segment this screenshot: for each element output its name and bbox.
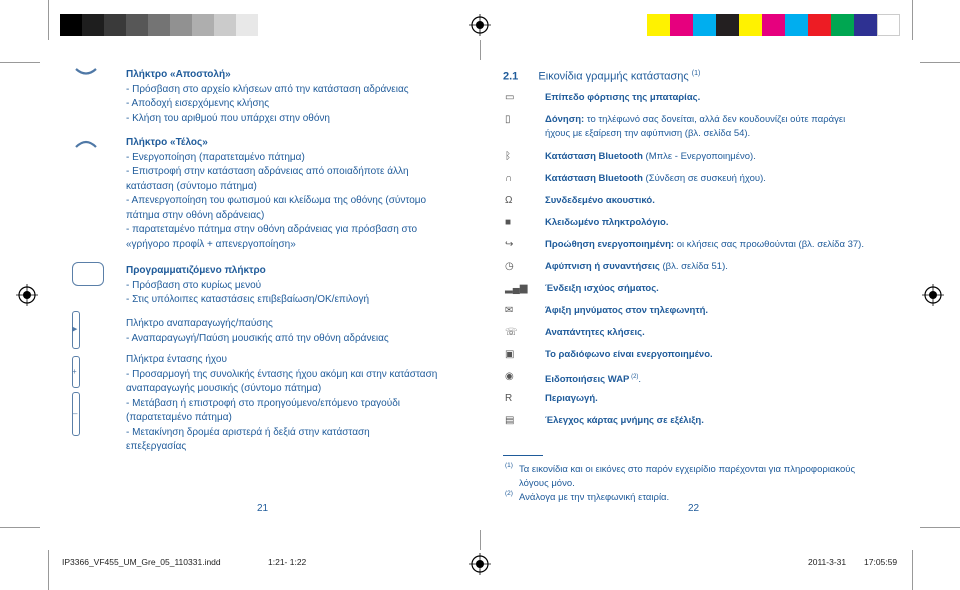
status-label: Κατάσταση Bluetooth bbox=[545, 173, 643, 184]
color-swatch bbox=[148, 14, 170, 36]
color-swatch bbox=[104, 14, 126, 36]
color-swatch bbox=[192, 14, 214, 36]
bullet-line: - Πρόσβαση στο κυρίως μενού bbox=[126, 279, 262, 291]
color-swatch bbox=[854, 14, 877, 36]
headset-icon: ∩ bbox=[505, 173, 513, 184]
status-label: Κλειδωμένο πληκτρολόγιο. bbox=[545, 217, 669, 228]
crop-mark bbox=[0, 62, 40, 63]
status-detail: ήχους με εξαίρεση την αφύπνιση (βλ. σελίδα 54). bbox=[545, 128, 751, 139]
section-title: Προγραμματιζόμενο πλήκτρο bbox=[126, 265, 266, 276]
registration-mark-icon bbox=[469, 553, 491, 575]
footnote-line: Ανάλογα με την τηλεφωνική εταιρία. bbox=[519, 492, 670, 503]
footnote-line: Τα εικονίδια και οι εικόνες στο παρόν εγχειρίδιο παρέχονται για πληροφοριακούς bbox=[519, 464, 856, 475]
bullet-line: - Στις υπόλοιπες καταστάσεις επιβεβαίωση/OK/επιλογή bbox=[126, 294, 370, 305]
status-description bbox=[545, 216, 668, 230]
status-detail: (βλ. σελίδα 51). bbox=[659, 261, 728, 272]
color-swatch bbox=[716, 14, 739, 36]
bullet-line: (παρατεταμένο πάτημα) bbox=[126, 412, 232, 423]
end-key-icon bbox=[74, 137, 98, 151]
color-swatch bbox=[670, 14, 693, 36]
signal-icon: ▂▄▆ bbox=[505, 283, 528, 294]
status-label: Ένδειξη ισχύος σήματος. bbox=[545, 283, 659, 294]
bullet-line: αναπαραγωγής μουσικής (σύντομο πάτημα) bbox=[126, 383, 322, 394]
footnote-line: λόγους μόνο. bbox=[519, 478, 575, 489]
status-detail: (Σύνδεση σε συσκευή ήχου). bbox=[642, 173, 766, 184]
footnote-number: (1) bbox=[505, 462, 513, 469]
play-key-section bbox=[126, 317, 389, 346]
crop-mark bbox=[920, 527, 960, 528]
bullet-line: - Πρόσβαση στο αρχείο κλήσεων από την κατάσταση αδράνειας bbox=[126, 83, 409, 95]
registration-mark-icon bbox=[16, 284, 38, 306]
status-description bbox=[545, 392, 598, 406]
status-label: Συνδεδεμένο ακουστικό. bbox=[545, 195, 655, 206]
volume-key-section bbox=[126, 353, 437, 455]
status-label: Ειδοποιήσεις WAP bbox=[545, 374, 630, 386]
section-title: Πλήκτρο «Αποστολή» bbox=[126, 69, 231, 80]
radio-icon: ▣ bbox=[505, 349, 515, 360]
status-label: Επίπεδο φόρτισης της μπαταρίας. bbox=[545, 92, 701, 103]
slug-date: 2011-3-31 bbox=[808, 557, 847, 567]
bullet-line: - Αποδοχή εισερχόμενης κλήσης bbox=[126, 98, 270, 109]
status-detail: οι κλήσεις σας προωθούνται (βλ. σελίδα 37). bbox=[674, 239, 864, 250]
color-swatch bbox=[170, 14, 192, 36]
page-number-right: 22 bbox=[688, 503, 700, 514]
bluetooth-icon: ᛒ bbox=[505, 151, 511, 162]
forward-icon: ↪ bbox=[505, 239, 514, 250]
footnote-divider bbox=[503, 455, 543, 456]
color-swatch bbox=[647, 14, 670, 36]
color-swatch bbox=[739, 14, 762, 36]
soft-key-section bbox=[126, 264, 369, 308]
bullet-line: - παρατεταμένο πάτημα στην οθόνη αδράνειας για πρόσβαση στο bbox=[126, 224, 418, 235]
vibrate-icon: ▯ bbox=[505, 114, 511, 125]
status-description bbox=[545, 113, 845, 141]
memory-card-icon: ▤ bbox=[505, 415, 515, 426]
status-description bbox=[545, 194, 655, 208]
status-description bbox=[545, 348, 713, 362]
status-detail: (Μπλε - Ενεργοποιημένο). bbox=[642, 151, 756, 162]
wap-icon: ◉ bbox=[505, 371, 514, 382]
color-swatch bbox=[60, 14, 82, 36]
status-label: Το ραδιόφωνο είναι ενεργοποιημένο. bbox=[545, 349, 713, 360]
bullet-line: - Επιστροφή στην κατάσταση αδράνειας από οποιαδήποτε άλλη bbox=[126, 166, 409, 177]
status-label: Κατάσταση Bluetooth bbox=[545, 151, 643, 162]
status-label: Αναπάντητες κλήσεις. bbox=[545, 327, 645, 338]
bullet-line: πάτημα στην οθόνη αδράνειας) bbox=[126, 209, 265, 221]
headphone-icon: Ω bbox=[505, 195, 513, 206]
status-label: Αφύπνιση ή συναντήσεις bbox=[545, 261, 660, 272]
bullet-line: - Κλήση του αριθμού που υπάρχει στην οθόνη bbox=[126, 112, 330, 124]
slug-time: 17:05:59 bbox=[864, 557, 898, 567]
registration-mark-icon bbox=[922, 284, 944, 306]
status-description bbox=[545, 260, 728, 274]
status-detail: το τηλέφωνό σας δονείται, αλλά δεν κουδουνίζει ούτε παράγει bbox=[584, 114, 846, 125]
section-title: Πλήκτρα έντασης ήχου bbox=[126, 354, 227, 365]
status-description bbox=[545, 304, 708, 318]
status-description bbox=[545, 91, 700, 105]
color-swatch bbox=[831, 14, 854, 36]
crop-mark bbox=[912, 0, 913, 40]
bullet-line: - Μετάβαση ή επιστροφή στο προηγούμενο/επόμενο τραγούδι bbox=[126, 397, 400, 409]
spine-line bbox=[480, 40, 481, 60]
footnote-text bbox=[519, 463, 855, 491]
status-label: Έλεγχος κάρτας μνήμης σε εξέλιξη. bbox=[545, 415, 704, 426]
bullet-line: - Μετακίνηση δρομέα αριστερά ή δεξιά στην κατάσταση bbox=[126, 426, 370, 438]
lock-icon: ■ bbox=[505, 217, 512, 228]
registration-mark-icon bbox=[469, 14, 491, 36]
section-title: Πλήκτρο αναπαραγωγής/παύσης bbox=[126, 318, 273, 329]
crop-mark bbox=[48, 550, 49, 590]
heading-text: Εικονίδια γραμμής κατάστασης bbox=[538, 70, 689, 83]
heading-footnote-mark: (1) bbox=[691, 70, 701, 77]
volume-down-key-icon: – bbox=[72, 392, 80, 436]
soft-key-icon bbox=[72, 262, 104, 286]
status-label: Περιαγωγή. bbox=[545, 393, 598, 404]
color-swatch bbox=[693, 14, 716, 36]
play-pause-key-icon: ▶ bbox=[72, 311, 80, 349]
status-description bbox=[545, 172, 766, 186]
page-number-left: 21 bbox=[257, 503, 269, 514]
status-description bbox=[545, 150, 756, 164]
bullet-line: - Προσαρμογή της συνολικής έντασης ήχου ακόμη και στην κατάσταση bbox=[126, 368, 438, 380]
status-label: Δόνηση: bbox=[545, 114, 585, 125]
bullet-line: επεξεργασίας bbox=[126, 441, 187, 452]
color-swatch bbox=[214, 14, 236, 36]
bullet-line: - Αναπαραγωγή/Παύση μουσικής από την οθόνη αδράνειας bbox=[126, 332, 389, 344]
send-key-icon bbox=[74, 66, 98, 78]
status-heading bbox=[503, 70, 700, 83]
status-label: Προώθηση ενεργοποιημένη: bbox=[545, 239, 675, 250]
message-icon: ✉ bbox=[505, 305, 514, 316]
color-swatch bbox=[126, 14, 148, 36]
crop-mark bbox=[920, 62, 960, 63]
color-swatch bbox=[82, 14, 104, 36]
crop-mark bbox=[48, 0, 49, 40]
bullet-line: κατάσταση (σύντομο πάτημα) bbox=[126, 180, 257, 192]
footnote-text bbox=[519, 491, 669, 505]
status-description bbox=[545, 326, 645, 340]
slug-filename: IP3366_VF455_UM_Gre_05_110331.indd bbox=[62, 557, 221, 567]
slug-pages: 1:21- 1:22 bbox=[268, 557, 307, 567]
gray-color-bar bbox=[60, 14, 260, 36]
status-detail: . bbox=[638, 374, 642, 386]
bullet-line: - Ενεργοποίηση (παρατεταμένο πάτημα) bbox=[126, 151, 305, 163]
color-swatch bbox=[785, 14, 808, 36]
status-description bbox=[545, 414, 704, 428]
crop-mark bbox=[0, 527, 40, 528]
status-description bbox=[545, 370, 641, 387]
color-swatch bbox=[877, 14, 900, 36]
status-description bbox=[545, 238, 864, 252]
bullet-line: - Απενεργοποίηση του φωτισμού και κλείδωμα της οθόνης (σύντομο bbox=[126, 195, 427, 206]
alarm-icon: ◷ bbox=[505, 261, 514, 272]
section-title: Πλήκτρο «Τέλος» bbox=[126, 137, 208, 148]
roaming-icon: R bbox=[505, 393, 513, 404]
status-description bbox=[545, 282, 659, 296]
bullet-line: «γρήγορο προφίλ + απενεργοποίηση» bbox=[126, 238, 296, 250]
color-swatch bbox=[236, 14, 258, 36]
color-swatch bbox=[762, 14, 785, 36]
battery-icon: ▭ bbox=[505, 92, 515, 103]
heading-number: 2.1 bbox=[503, 70, 519, 83]
footnote-mark: (2) bbox=[629, 374, 639, 380]
send-key-section bbox=[126, 68, 409, 126]
footnote-number: (2) bbox=[505, 490, 513, 497]
crop-mark bbox=[912, 550, 913, 590]
spine-line bbox=[480, 530, 481, 550]
color-swatch bbox=[808, 14, 831, 36]
volume-up-key-icon: + bbox=[72, 356, 80, 388]
end-key-section bbox=[126, 136, 426, 252]
missed-call-icon: ☏ bbox=[505, 327, 518, 338]
status-label: Άφιξη μηνύματος στον τηλεφωνητή. bbox=[545, 305, 709, 316]
process-color-bar bbox=[647, 14, 909, 36]
